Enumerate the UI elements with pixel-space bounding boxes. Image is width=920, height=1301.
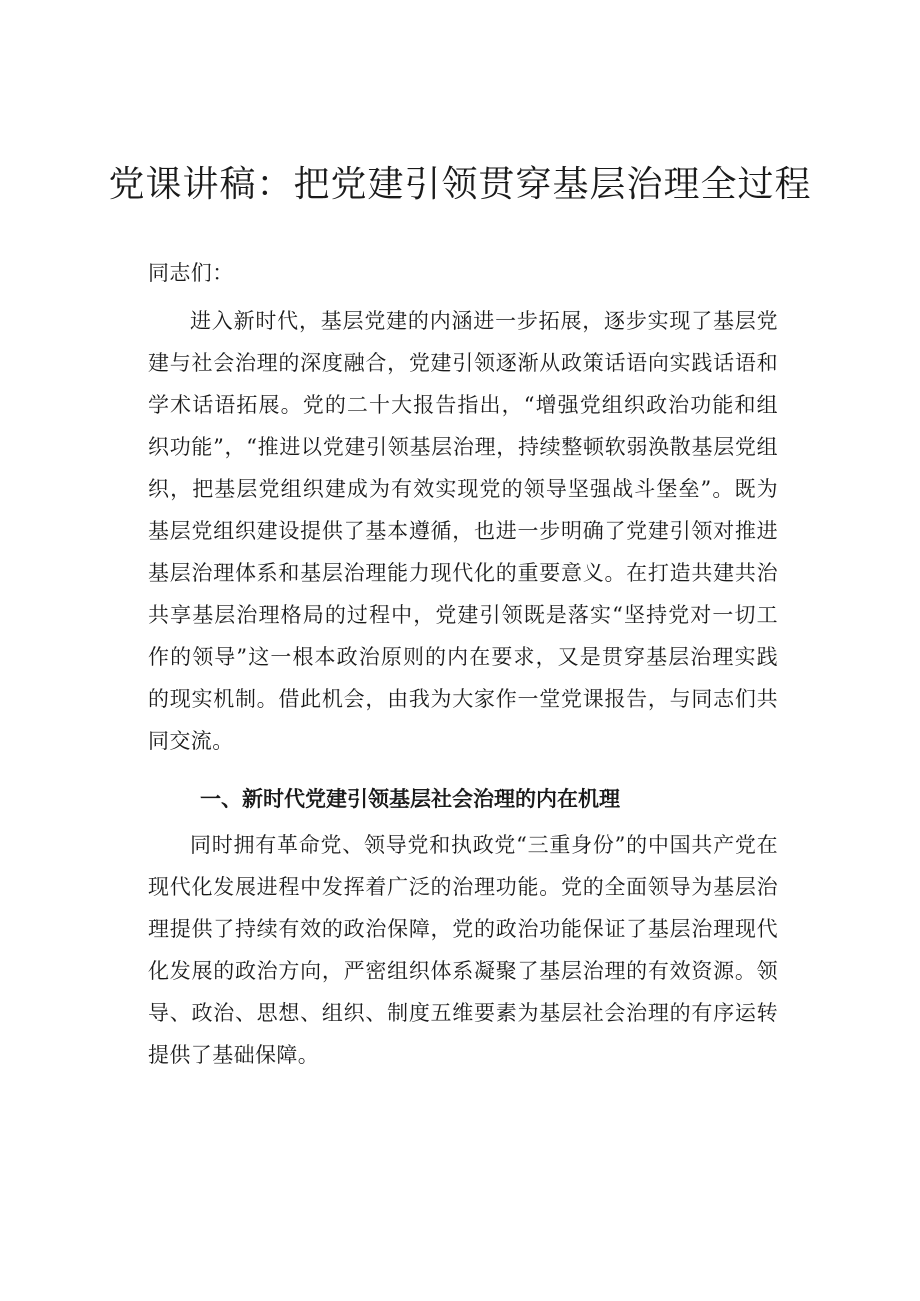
document-title: 党课讲稿：把党建引领贯穿基层治理全过程 — [108, 164, 812, 205]
paragraph-intro: 进入新时代，基层党建的内涵进一步拓展，逐步实现了基层党建与社会治理的深度融合，党建引领逐渐从政策话语向实践话语和学术话语拓展。党的二十大报告指出，“增强党组织政治功能和组织功能”，“推进以党建引领基层治理，持续整顿软弱涣散基层党组织，把基层党组织建成为有效实现党的领导坚强战斗堡垒”。既为基层党组织建设提供了基本遵循，也进一步明确了党建引领对推进基层治理体系和基层治理能力现代化的重要意义。在打造共建共治共享基层治理格局的过程中，党建引领既是落实“坚持党对一切工作的领导”这一根本政治原则的内在要求，又是贯穿基层治理实践的现实机制。借此机会，由我为大家作一堂党课报告，与同志们共同交流。 — [148, 309, 778, 753]
paragraph-section-1: 同时拥有革命党、领导党和执政党“三重身份”的中国共产党在现代化发展进程中发挥着广泛的治理功能。党的全面领导为基层治理提供了持续有效的政治保障，党的政治功能保证了基层治理现代化发展的政治方向，严密组织体系凝聚了基层治理的有效资源。领导、政治、思想、组织、制度五维要素为基层社会治理的有序运转提供了基础保障。 — [148, 833, 778, 1067]
salutation: 同志们： — [148, 261, 234, 285]
section-heading-1: 一、新时代党建引领基层社会治理的内在机理 — [200, 787, 620, 811]
